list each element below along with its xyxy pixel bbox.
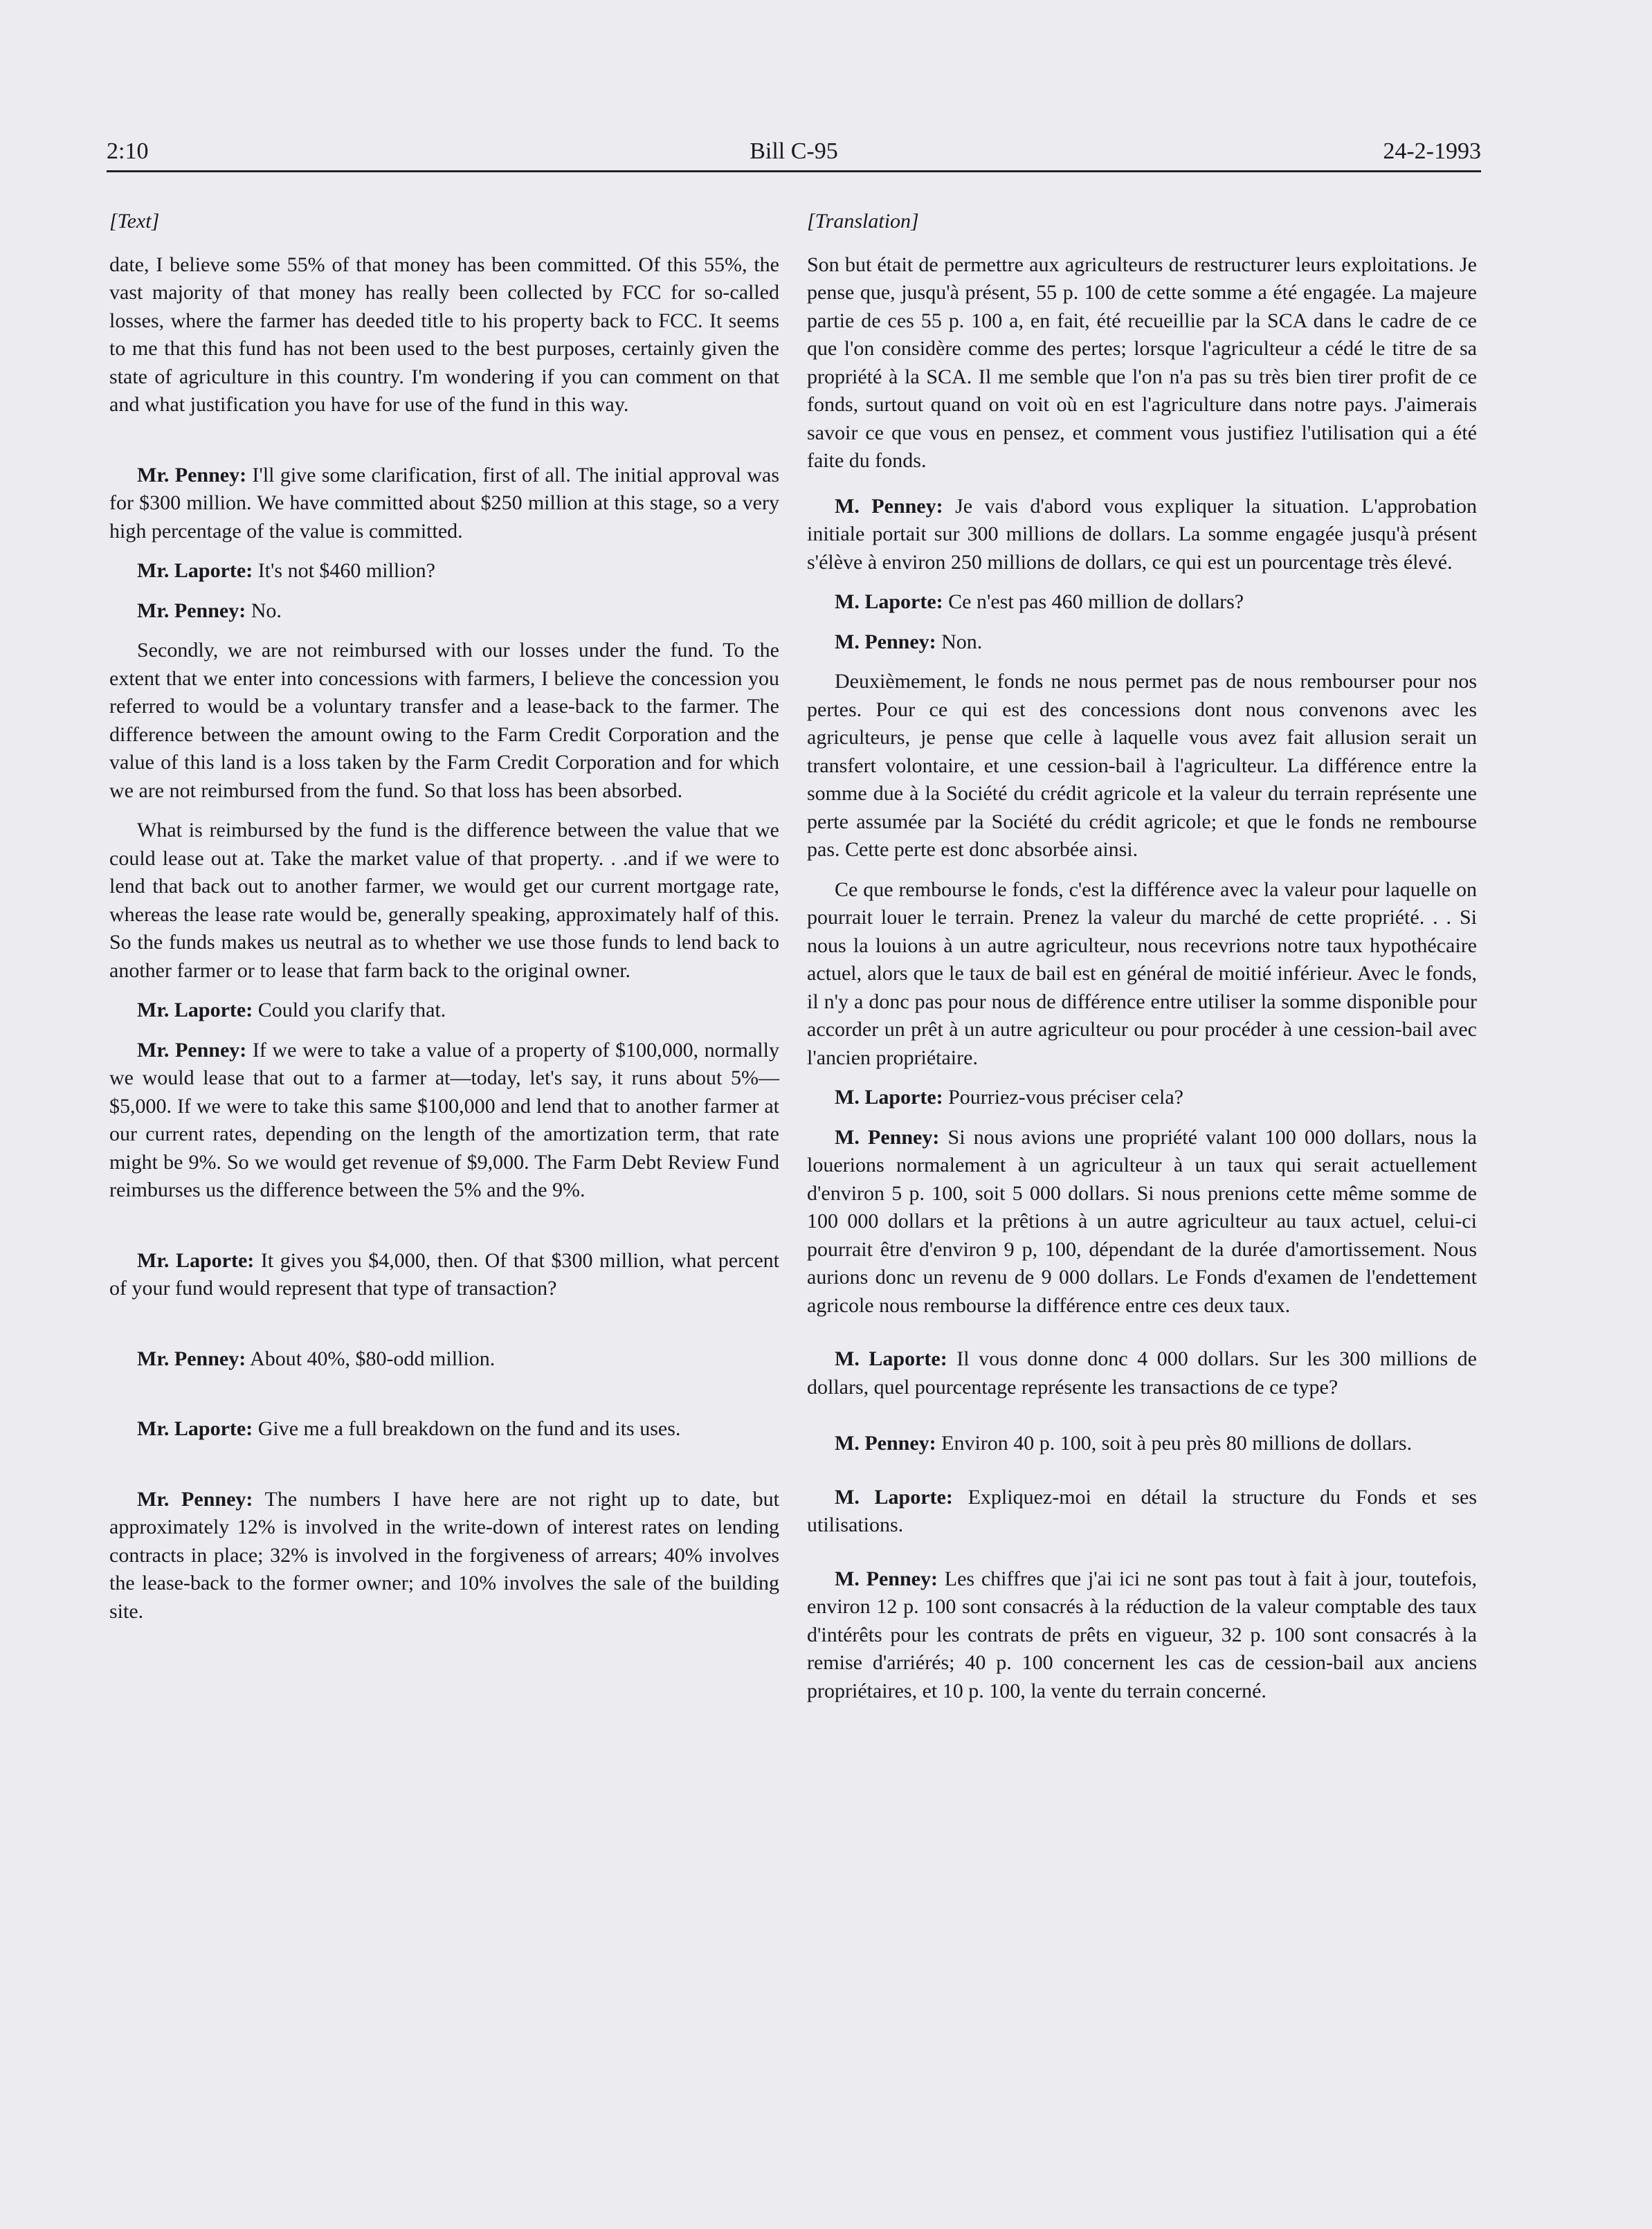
paragraph: Ce que rembourse le fonds, c'est la différence avec la valeur pour laquelle on pourrait louer le terrain. Prenez la valeur du marché de cette propriété. . . Si nous la louions à un autre agriculteur, nous recevrions notre taux hypothécaire actuel, alors que le taux de bail est en général de moitié inférieur. Avec le fonds, il n'y a donc pas pour nous de différence entre utiliser la somme disponible pour accorder un prêt à un autre agriculteur ou pour procéder à une cession-bail avec l'ancien propriétaire.	[807, 877, 1477, 1069]
translation-label: [Translation]	[807, 210, 919, 233]
speech-text: Non.	[936, 630, 983, 653]
paragraph	[807, 628, 1477, 657]
paragraph: Son but était de permettre aux agriculteurs de restructurer leurs exploitations. Je pense que, jusqu'à présent, 55 p. 100 de cette somme a été engagée. La majeure partie de ces 55 p. 100 a, en fait, été recueillie par la SCA dans le cadre de ce que l'on considère comme des pertes; lorsque l'agriculteur a cédé le titre de sa propriété à la SCA. Il me semble que l'on n'a pas su très bien tirer profit de ce fonds, surtout quand on voit où en est l'agriculture dans notre pays. J'aimerais savoir ce que vous en pensez, et comment vous justifiez l'utilisation qui a été faite du fonds.	[807, 253, 1477, 472]
speaker-name: M. Penney:	[835, 1567, 938, 1590]
speech-text: No.	[246, 599, 282, 622]
speaker-name: Mr. Laporte:	[137, 999, 253, 1021]
speech-text: Pourriez-vous préciser cela?	[943, 1086, 1183, 1109]
speech-text: It gives you $4,000, then. Of that $300 million, what percent of your fund would represent that type of transaction?	[109, 1248, 780, 1300]
speech-text: Les chiffres que j'ai ici ne sont pas tout à fait à jour, toutefois, environ 12 p. 100 sont consacrés à la réduction de la valeur comptable des taux d'intérêts pour les contrats de prêts en vigueur, 32 p. 100 sont consacrés à la remise d'arriérés; 40 p. 100 concernent les cas de cession-bail aux anciens propriétaires, et 10 p. 100, la vente du terrain concerné.	[807, 1567, 1477, 1702]
speech-text: Expliquez-moi en détail la structure du Fonds et ses utilisations.	[807, 1485, 1477, 1536]
speaker-name: Mr. Penney:	[137, 1487, 253, 1511]
paragraph	[807, 1565, 1477, 1706]
speaker-name: M. Penney:	[835, 1432, 936, 1455]
speaker-name: M. Penney:	[835, 630, 936, 653]
speaker-name: Mr. Laporte:	[137, 559, 253, 582]
speaker-name: M. Laporte:	[835, 1086, 943, 1109]
text-label: [Text]	[109, 210, 160, 233]
bill-title: Bill C-95	[750, 138, 838, 164]
paragraph	[109, 557, 779, 585]
page-header	[107, 131, 1481, 172]
speaker-name: Mr. Penney:	[137, 599, 246, 622]
paragraph	[807, 1124, 1477, 1320]
paragraph: What is reimbursed by the fund is the difference between the value that we could lease out at. Take the market value of that property. . .and if we were to lend that back out to another farmer, we would get our current mortgage rate, whereas the lease rate would be, generally speaking, approximately half of this. So the funds makes us neutral as to whether we use those funds to lend back to another farmer or to lease that farm back to the original owner.	[109, 819, 779, 982]
speaker-name: Mr. Laporte:	[137, 1417, 253, 1440]
speech-text: Give me a full breakdown on the fund and its uses.	[253, 1417, 681, 1440]
speaker-name: M. Laporte:	[835, 1485, 953, 1509]
speech-text: Ce n'est pas 460 million de dollars?	[943, 590, 1244, 613]
speech-text: The numbers I have here are not right up to date, but approximately 12% is involved in the write-down of interest rates on lending contracts in place; 32% is involved in the forgiveness of arrears; 40% involves the lease-back to the former owner; and 10% involves the sale of the building site.	[109, 1487, 779, 1623]
paragraph	[109, 1037, 779, 1205]
speech-text: It's not $460 million?	[253, 559, 435, 582]
speech-text: Could you clarify that.	[253, 999, 446, 1021]
paragraph: Deuxièmement, le fonds ne nous permet pas de nous rembourser pour nos pertes. Pour ce qui est des concessions dont nous convenons avec les agriculteurs, je pense que celle à laquelle vous avez fait allusion serait un transfert volontaire, et une cession-bail à l'agriculteur. La différence entre la somme due à la Société du crédit agricole et la valeur du terrain représente une perte assumée par la Société du crédit agricole; et que le fonds ne rembourse pas. Cette perte est donc absorbée ainsi.	[807, 670, 1477, 861]
english-column	[109, 208, 779, 1637]
paragraph	[807, 493, 1477, 577]
speech-text: Il vous donne donc 4 000 dollars. Sur les 300 millions de dollars, quel pourcentage représente les transactions de ce type?	[807, 1347, 1478, 1399]
paragraph	[807, 1484, 1477, 1540]
speaker-name: Mr. Penney:	[137, 1347, 246, 1370]
speech-text: I'll give some clarification, first of all. The initial approval was for $300 million. We have committed about $250 million at this stage, so a very high percentage of the value is committed.	[109, 463, 779, 543]
paragraph	[109, 1486, 779, 1626]
speaker-name: M. Laporte:	[835, 590, 943, 613]
speech-text: Environ 40 p. 100, soit à peu près 80 millions de dollars.	[936, 1432, 1413, 1455]
paragraph: Secondly, we are not reimbursed with our losses under the fund. To the extent that we enter into concessions with farmers, I believe the concession you referred to would be a voluntary transfer and a lease-back to the farmer. The difference between the amount owing to the Farm Credit Corporation and the value of this land is a loss taken by the Farm Credit Corporation and for which we are not reimbursed from the fund. So that loss has been absorbed.	[109, 639, 779, 802]
paragraph	[109, 1345, 779, 1374]
speaker-name: M. Laporte:	[835, 1347, 947, 1370]
paragraph	[109, 1247, 779, 1303]
speaker-name: Mr. Laporte:	[137, 1248, 255, 1272]
speech-text: If we were to take a value of a property of $100,000, normally we would lease that out to a farmer at—today, let's say, it runs about 5%—$5,000. If we were to take this same $100,000 and lend that to another farmer at our current rates, depending on the length of the amortization term, that rate might be 9%. So we would get revenue of $9,000. The Farm Debt Review Fund reimburses us the difference between the 5% and the 9%.	[109, 1038, 779, 1201]
paragraph	[109, 462, 779, 546]
paragraph	[109, 997, 779, 1025]
paragraph	[807, 1084, 1477, 1112]
paragraph	[109, 1415, 779, 1444]
page-number: 2:10	[107, 138, 149, 164]
page-date: 24-2-1993	[1383, 138, 1481, 164]
paragraph	[807, 1430, 1477, 1458]
french-column	[807, 208, 1477, 1717]
paragraph	[807, 588, 1477, 617]
speaker-name: M. Penney:	[835, 1125, 940, 1149]
speaker-name: M. Penney:	[835, 494, 943, 518]
speech-text: About 40%, $80-odd million.	[246, 1347, 496, 1370]
speaker-name: Mr. Penney:	[137, 463, 247, 486]
speech-text: Je vais d'abord vous expliquer la situation. L'approbation initiale portait sur 300 millions de dollars. La somme engagée jusqu'à présent s'élève à environ 250 millions de dollars, ce qui est un pourcentage très élevé.	[807, 494, 1477, 574]
speaker-name: Mr. Penney:	[137, 1038, 247, 1062]
speech-text: Si nous avions une propriété valant 100 000 dollars, nous la louerions normalement à un agriculteur à un taux qui serait actuellement d'environ 5 p. 100, soit 5 000 dollars. Si nous prenions cette même somme de 100 000 dollars et la prêtions à un autre agriculteur au taux actuel, celui-ci pourrait être d'environ 9 p, 100, dépendant de la durée d'amortissement. Nous aurions donc un revenu de 9 000 dollars. Le Fonds d'examen de l'endettement agricole nous rembourse la différence entre ces deux taux.	[807, 1125, 1477, 1317]
paragraph	[109, 597, 779, 626]
paragraph: date, I believe some 55% of that money has been committed. Of this 55%, the vast majority of that money has really been collected by FCC for so-called losses, where the farmer has deeded title to his property back to FCC. It seems to me that this fund has not been used to the best purposes, certainly given the state of agriculture in this country. I'm wondering if you can comment on that and what justification you have for use of the fund in this way.	[109, 253, 779, 416]
paragraph	[807, 1345, 1477, 1401]
